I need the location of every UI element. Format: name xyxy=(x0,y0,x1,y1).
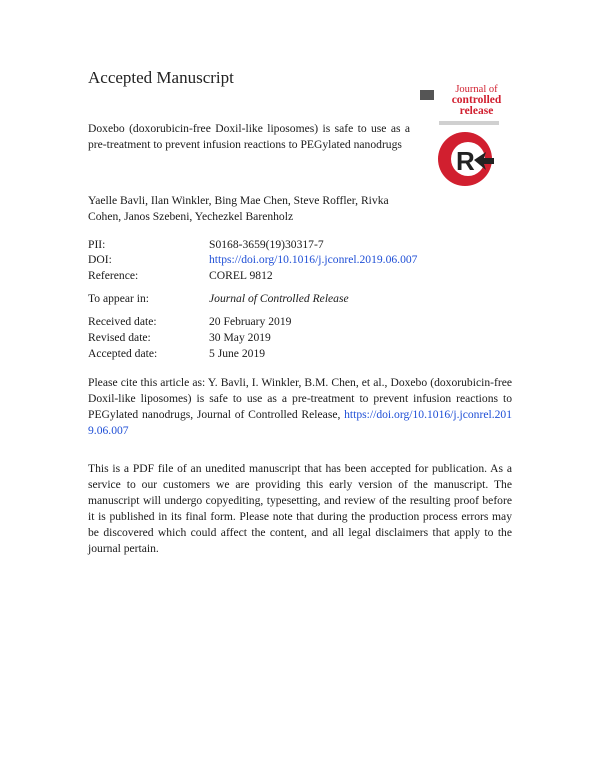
meta-label: Accepted date: xyxy=(88,347,158,360)
citation-text: Please cite this article as: Y. Bavli, I. Winkler, B.M. Chen, et al., Doxebo (doxorubicin-free Doxil-like liposomes) is safe to use as a pre-treatment to prevent infusion reactions to PEGylated nanodrugs, Journal of Controlled Release, xyxy=(88,376,512,421)
citation-doi-link[interactable]: https://doi.org/10.1016/j.jconrel.2019.06.007 xyxy=(88,408,512,437)
page-heading: Accepted Manuscript xyxy=(88,68,234,87)
notice-paragraph: This is a PDF file of an unedited manuscript that has been accepted for publication. As a service to our customers we are providing this early version of the manuscript. The manuscript will undergo copyediting, typesetting, and review of the resulting proof before it is published in its final form. Please note that during the production process errors may be discovered which could affect the content, and all legal disclaimers that apply to the journal pertain. xyxy=(88,462,512,555)
meta-label: Revised date: xyxy=(88,331,151,344)
journal-logo-line2: controlled xyxy=(451,94,502,106)
article-authors: Yaelle Bavli, Ilan Winkler, Bing Mae Chen, Steve Roffler, Rivka Cohen, Janos Szebeni, Yechezkel Barenholz xyxy=(88,194,389,223)
meta-value: Journal of Controlled Release xyxy=(209,292,349,305)
meta-value: 5 June 2019 xyxy=(209,347,266,360)
meta-label: DOI: xyxy=(88,253,112,266)
meta-value: S0168-3659(19)30317-7 xyxy=(209,238,324,251)
journal-logo-line1: Journal of xyxy=(455,84,498,95)
meta-value: 30 May 2019 xyxy=(209,331,271,344)
article-title: Doxebo (doxorubicin-free Doxil-like liposomes) is safe to use as a pre-treatment to prevent infusion reactions to PEGylated nanodrugs xyxy=(88,122,410,151)
meta-label: To appear in: xyxy=(88,292,149,305)
meta-label: Reference: xyxy=(88,269,139,282)
journal-logo-divider xyxy=(439,121,499,125)
journal-logo xyxy=(412,76,514,188)
journal-logo-title xyxy=(439,84,514,117)
meta-value: COREL 9812 xyxy=(209,269,273,282)
meta-label: PII: xyxy=(88,238,106,251)
elsevier-tree-icon xyxy=(420,90,434,100)
meta-label: Received date: xyxy=(88,315,157,328)
citation-paragraph xyxy=(88,375,512,439)
meta-value: 20 February 2019 xyxy=(209,315,292,328)
controlled-release-icon xyxy=(436,130,496,188)
svg-text:R: R xyxy=(456,146,475,176)
journal-logo-line3: release xyxy=(459,105,494,117)
doi-link[interactable]: https://doi.org/10.1016/j.jconrel.2019.06.007 xyxy=(209,253,418,266)
